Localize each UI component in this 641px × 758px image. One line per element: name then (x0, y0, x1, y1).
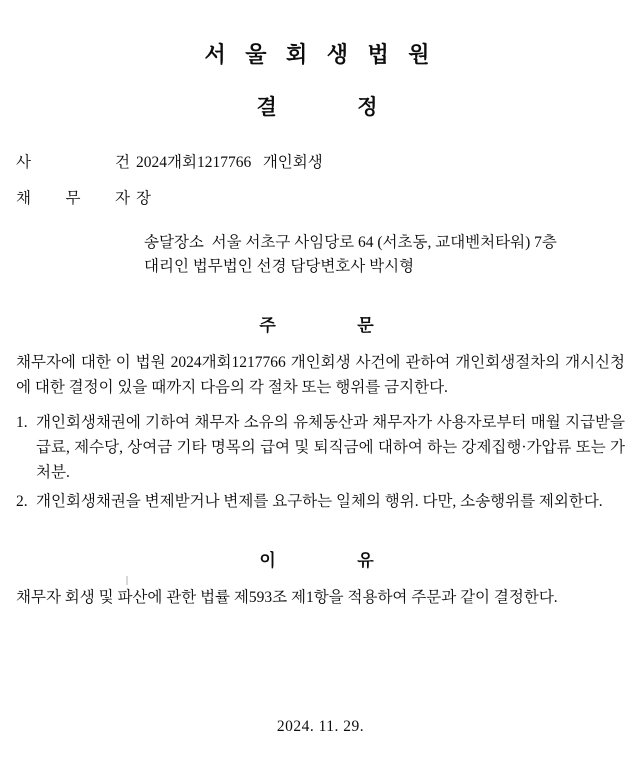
representative-line: 대리인 법무법인 선경 담당변호사 박시형 (144, 257, 415, 275)
document-type-heading: 결 정 (256, 95, 385, 119)
prohibited-actions-list (16, 410, 625, 514)
decision-date: 2024. 11. 29. (276, 718, 365, 735)
service-address-block (144, 231, 625, 279)
debtor-label-char-3: 자 (115, 190, 130, 208)
case-field-block (16, 151, 625, 211)
case-number-label (16, 151, 136, 174)
debtor-label (16, 187, 136, 210)
list-item (16, 489, 625, 514)
debtor-label-char-1: 채 (16, 190, 31, 208)
list-item-text: 개인회생채권에 기하여 채무자 소유의 유체동산과 채무자가 사용자로부터 매월 지급받을 급료, 제수당, 상여금 기타 명목의 급여 및 퇴직금에 대하여 하는 강제집행·가압류 또는 가처분. (36, 413, 625, 481)
debtor-row (16, 187, 625, 210)
debtor-value: 장 (136, 190, 151, 208)
service-address-line: 송달장소 서울 서초구 사임당로 64 (서초동, 교대벤처타워) 7층 (144, 233, 557, 251)
case-number-value: 2024개회1217766 개인회생 (136, 154, 323, 171)
case-number-label-char-2: 건 (115, 154, 130, 171)
case-number-row (16, 151, 625, 174)
scan-speck (126, 576, 128, 585)
reason-paragraph: 채무자 회생 및 파산에 관한 법률 제593조 제1항을 적용하여 주문과 같이 결정한다. (16, 589, 558, 607)
list-item-text: 개인회생채권을 변제받거나 변제를 요구하는 일체의 행위. 다만, 소송행위를 제외한다. (36, 493, 603, 511)
case-number-label-char-1: 사 (16, 154, 31, 171)
reason-heading: 이 유 (259, 551, 382, 571)
main-text-heading: 주 문 (259, 315, 382, 335)
main-paragraph: 채무자에 대한 이 법원 2024개회1217766 개인회생 사건에 관하여 개인회생절차의 개시신청에 대한 결정이 있을 때까지 다음의 각 절차 또는 행위를 금지한다. (16, 353, 625, 396)
list-item (16, 410, 625, 485)
list-item-number: 1. (16, 413, 28, 431)
debtor-label-char-2: 무 (65, 190, 81, 208)
court-title: 서 울 회 생 법 원 (204, 42, 437, 67)
list-item-number: 2. (16, 493, 28, 511)
document-page (0, 38, 641, 758)
